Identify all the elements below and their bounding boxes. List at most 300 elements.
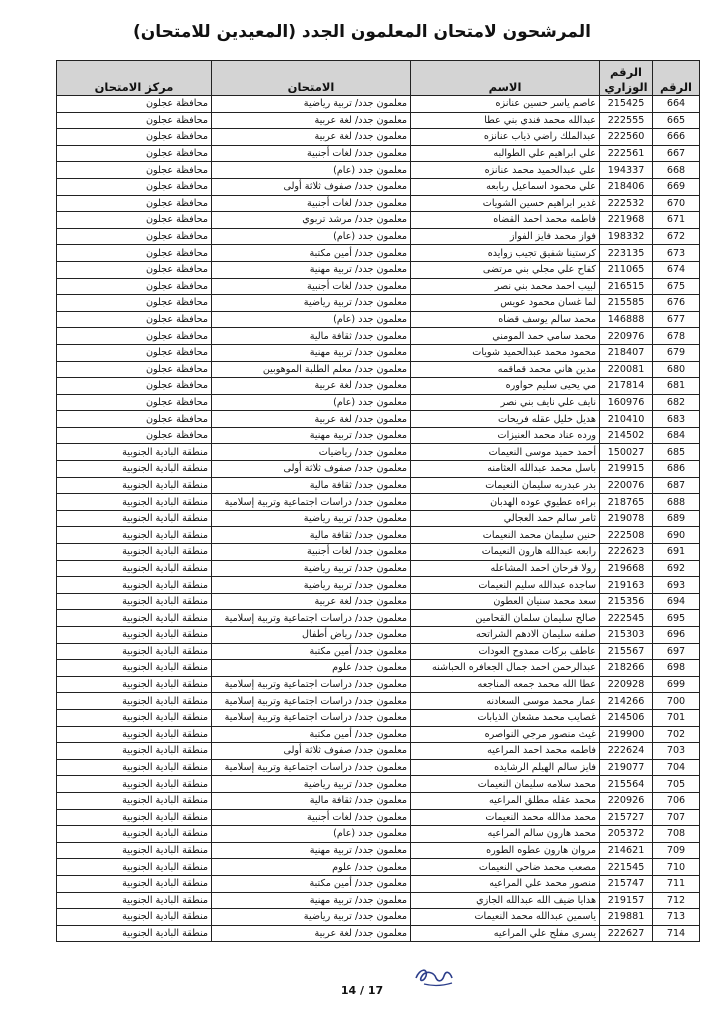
ministry-id-cell: 219163 — [600, 577, 653, 594]
exam-center-cell: منطقة البادية الجنوبية — [57, 527, 212, 544]
exam-center-cell: محافظة عجلون — [57, 245, 212, 262]
name-cell: ثامر سالم حمد العجالي — [411, 510, 600, 527]
ministry-id-cell: 222627 — [600, 925, 653, 942]
exam-cell: معلمون جدد/ دراسات اجتماعية وتربية إسلامية — [212, 693, 411, 710]
exam-center-cell: محافظة عجلون — [57, 228, 212, 245]
row-number-cell: 706 — [653, 792, 700, 809]
name-cell: علي محمود اسماعيل ربابعه — [411, 178, 600, 195]
ministry-id-cell: 222545 — [600, 610, 653, 627]
name-cell: يسرى مفلح علي المراعيه — [411, 925, 600, 942]
exam-center-cell: منطقة البادية الجنوبية — [57, 859, 212, 876]
exam-cell: معلمون جدد/ علوم — [212, 660, 411, 677]
row-number-cell: 698 — [653, 660, 700, 677]
name-cell: عاطف بركات ممدوح العودات — [411, 643, 600, 660]
exam-cell: معلمون جدد/ لغات أجنبية — [212, 195, 411, 212]
exam-cell: معلمون جدد/ رياض أطفال — [212, 627, 411, 644]
row-number-cell: 677 — [653, 311, 700, 328]
name-cell: فاطمه محمد احمد المراعيه — [411, 743, 600, 760]
row-number-cell: 668 — [653, 162, 700, 179]
name-cell: صالح سليمان سلمان القحامين — [411, 610, 600, 627]
name-cell: عبدالله محمد فندي بني عطا — [411, 112, 600, 129]
ministry-id-cell: 160976 — [600, 394, 653, 411]
ministry-id-cell: 221968 — [600, 212, 653, 229]
exam-center-cell: منطقة البادية الجنوبية — [57, 776, 212, 793]
exam-cell: معلمون جدد/ تربية رياضية — [212, 560, 411, 577]
ministry-id-cell: 222561 — [600, 145, 653, 162]
row-number-cell: 694 — [653, 593, 700, 610]
row-number-cell: 707 — [653, 809, 700, 826]
name-cell: كفاح علي مجلي بني مرتضى — [411, 261, 600, 278]
name-cell: غدير ابراهيم حسين الشويات — [411, 195, 600, 212]
header-number: الرقم — [653, 61, 700, 96]
exam-center-cell: منطقة البادية الجنوبية — [57, 709, 212, 726]
exam-cell: معلمون جدد/ دراسات اجتماعية وتربية إسلامية — [212, 610, 411, 627]
exam-center-cell: محافظة عجلون — [57, 344, 212, 361]
table-row — [57, 328, 700, 345]
table-row — [57, 709, 700, 726]
exam-center-cell: منطقة البادية الجنوبية — [57, 792, 212, 809]
ministry-id-cell: 194337 — [600, 162, 653, 179]
row-number-cell: 708 — [653, 826, 700, 843]
table-row — [57, 461, 700, 478]
table-row — [57, 792, 700, 809]
exam-cell: معلمون جدد/ تربية رياضية — [212, 909, 411, 926]
row-number-cell: 695 — [653, 610, 700, 627]
row-number-cell: 674 — [653, 261, 700, 278]
exam-center-cell: محافظة عجلون — [57, 295, 212, 312]
exam-center-cell: محافظة عجلون — [57, 112, 212, 129]
ministry-id-cell: 210410 — [600, 411, 653, 428]
exam-center-cell: منطقة البادية الجنوبية — [57, 759, 212, 776]
exam-cell: معلمون جدد/ لغة عربية — [212, 378, 411, 395]
row-number-cell: 683 — [653, 411, 700, 428]
name-cell: رابعه عبدالله هارون النعيمات — [411, 544, 600, 561]
ministry-id-cell: 219078 — [600, 510, 653, 527]
exam-cell: معلمون جدد/ تربية مهنية — [212, 892, 411, 909]
row-number-cell: 680 — [653, 361, 700, 378]
exam-cell: معلمون جدد/ تربية رياضية — [212, 577, 411, 594]
row-number-cell: 713 — [653, 909, 700, 926]
exam-cell: معلمون جدد/ ثقافة مالية — [212, 527, 411, 544]
name-cell: عاصم ياسر حسين عنانزه — [411, 96, 600, 113]
row-number-cell: 667 — [653, 145, 700, 162]
ministry-id-cell: 222555 — [600, 112, 653, 129]
ministry-id-cell: 220928 — [600, 676, 653, 693]
exam-center-cell: منطقة البادية الجنوبية — [57, 593, 212, 610]
row-number-cell: 691 — [653, 544, 700, 561]
exam-cell: معلمون جدد/ أمين مكتبة — [212, 875, 411, 892]
ministry-id-cell: 214266 — [600, 693, 653, 710]
header-exam-center: مركز الامتحان — [57, 61, 212, 96]
exam-cell: معلمون جدد/ دراسات اجتماعية وتربية إسلامية — [212, 709, 411, 726]
ministry-id-cell: 217814 — [600, 378, 653, 395]
exam-center-cell: محافظة عجلون — [57, 162, 212, 179]
exam-cell: معلمون جدد/ تربية رياضية — [212, 510, 411, 527]
row-number-cell: 669 — [653, 178, 700, 195]
name-cell: حنين سليمان محمد النعيمات — [411, 527, 600, 544]
name-cell: غيث منصور مرجي النواصره — [411, 726, 600, 743]
name-cell: نايف علي نايف بني نصر — [411, 394, 600, 411]
name-cell: أحمد حميد موسى النعيمات — [411, 444, 600, 461]
name-cell: عبدالرحمن احمد جمال الجعافره الحباشنه — [411, 660, 600, 677]
exam-center-cell: محافظة عجلون — [57, 311, 212, 328]
exam-cell: معلمون جدد/ لغة عربية — [212, 593, 411, 610]
exam-center-cell: منطقة البادية الجنوبية — [57, 560, 212, 577]
table-body — [57, 96, 700, 942]
exam-cell: معلمون جدد/ صفوف ثلاثة أولى — [212, 461, 411, 478]
ministry-id-cell: 146888 — [600, 311, 653, 328]
ministry-id-cell: 218266 — [600, 660, 653, 677]
ministry-id-cell: 215567 — [600, 643, 653, 660]
row-number-cell: 672 — [653, 228, 700, 245]
ministry-id-cell: 205372 — [600, 826, 653, 843]
row-number-cell: 685 — [653, 444, 700, 461]
table-row — [57, 411, 700, 428]
table-row — [57, 726, 700, 743]
exam-center-cell: منطقة البادية الجنوبية — [57, 610, 212, 627]
table-row — [57, 278, 700, 295]
exam-center-cell: منطقة البادية الجنوبية — [57, 660, 212, 677]
exam-center-cell: محافظة عجلون — [57, 411, 212, 428]
exam-cell: معلمون جدد/ تربية رياضية — [212, 776, 411, 793]
row-number-cell: 709 — [653, 842, 700, 859]
ministry-id-cell: 214621 — [600, 842, 653, 859]
name-cell: هديل خليل عقله فريحات — [411, 411, 600, 428]
row-number-cell: 686 — [653, 461, 700, 478]
table-row — [57, 378, 700, 395]
row-number-cell: 664 — [653, 96, 700, 113]
exam-center-cell: منطقة البادية الجنوبية — [57, 676, 212, 693]
exam-cell: معلمون جدد/ لغات أجنبية — [212, 278, 411, 295]
ministry-id-cell: 222508 — [600, 527, 653, 544]
table-row — [57, 344, 700, 361]
row-number-cell: 670 — [653, 195, 700, 212]
exam-cell: معلمون جدد/ لغة عربية — [212, 925, 411, 942]
exam-center-cell: منطقة البادية الجنوبية — [57, 809, 212, 826]
table-row — [57, 212, 700, 229]
table-row — [57, 477, 700, 494]
ministry-id-cell: 222560 — [600, 129, 653, 146]
ministry-id-cell: 215303 — [600, 627, 653, 644]
row-number-cell: 671 — [653, 212, 700, 229]
table-row — [57, 195, 700, 212]
ministry-id-cell: 211065 — [600, 261, 653, 278]
exam-center-cell: منطقة البادية الجنوبية — [57, 842, 212, 859]
name-cell: بدر عبدربه سليمان النعيمات — [411, 477, 600, 494]
name-cell: ورده عناد محمد العنيزات — [411, 427, 600, 444]
exam-cell: معلمون جدد/ رياضيات — [212, 444, 411, 461]
row-number-cell: 687 — [653, 477, 700, 494]
exam-cell: معلمون جدد/ تربية مهنية — [212, 261, 411, 278]
name-cell: منصور محمد علي المراعيه — [411, 875, 600, 892]
exam-cell: معلمون جدد (عام) — [212, 162, 411, 179]
ministry-id-cell: 218407 — [600, 344, 653, 361]
exam-cell: معلمون جدد/ ثقافة مالية — [212, 792, 411, 809]
exam-cell: معلمون جدد/ معلم الطلبة الموهوبين — [212, 361, 411, 378]
name-cell: لبيب احمد محمد بني نصر — [411, 278, 600, 295]
exam-center-cell: محافظة عجلون — [57, 378, 212, 395]
row-number-cell: 690 — [653, 527, 700, 544]
row-number-cell: 675 — [653, 278, 700, 295]
name-cell: مروان هارون عطوه الطوره — [411, 842, 600, 859]
exam-cell: معلمون جدد/ صفوف ثلاثة أولى — [212, 743, 411, 760]
exam-center-cell: منطقة البادية الجنوبية — [57, 444, 212, 461]
table-row — [57, 627, 700, 644]
table-row — [57, 394, 700, 411]
name-cell: محمد مدالله محمد النعيمات — [411, 809, 600, 826]
exam-center-cell: محافظة عجلون — [57, 278, 212, 295]
table-row — [57, 112, 700, 129]
row-number-cell: 714 — [653, 925, 700, 942]
table-row — [57, 245, 700, 262]
row-number-cell: 701 — [653, 709, 700, 726]
exam-center-cell: منطقة البادية الجنوبية — [57, 743, 212, 760]
row-number-cell: 682 — [653, 394, 700, 411]
ministry-id-cell: 222623 — [600, 544, 653, 561]
exam-cell: معلمون جدد/ علوم — [212, 859, 411, 876]
row-number-cell: 710 — [653, 859, 700, 876]
exam-center-cell: محافظة عجلون — [57, 394, 212, 411]
exam-center-cell: منطقة البادية الجنوبية — [57, 875, 212, 892]
row-number-cell: 705 — [653, 776, 700, 793]
name-cell: عمار محمد موسى السعادنه — [411, 693, 600, 710]
table-row — [57, 560, 700, 577]
table-row — [57, 875, 700, 892]
table-row — [57, 178, 700, 195]
ministry-id-cell: 220081 — [600, 361, 653, 378]
name-cell: ياسمين عبدالله محمد النعيمات — [411, 909, 600, 926]
exam-center-cell: محافظة عجلون — [57, 178, 212, 195]
exam-cell: معلمون جدد/ أمين مكتبة — [212, 643, 411, 660]
table-header-row — [57, 61, 700, 96]
exam-cell: معلمون جدد (عام) — [212, 228, 411, 245]
candidates-table — [56, 60, 700, 942]
name-cell: كرستينا شفيق تجيب زوايده — [411, 245, 600, 262]
table-row — [57, 743, 700, 760]
exam-center-cell: محافظة عجلون — [57, 328, 212, 345]
table-row — [57, 311, 700, 328]
exam-center-cell: منطقة البادية الجنوبية — [57, 643, 212, 660]
exam-center-cell: منطقة البادية الجنوبية — [57, 909, 212, 926]
exam-cell: معلمون جدد/ ثقافة مالية — [212, 477, 411, 494]
ministry-id-cell: 219668 — [600, 560, 653, 577]
table-row — [57, 593, 700, 610]
name-cell: لما غسان محمود عويس — [411, 295, 600, 312]
header-ministry-id-line2: الوزاري — [604, 80, 648, 94]
table-row — [57, 676, 700, 693]
ministry-id-cell: 215356 — [600, 593, 653, 610]
name-cell: فواز محمد فايز الفواز — [411, 228, 600, 245]
name-cell: فايز سالم الهيلم الرشايده — [411, 759, 600, 776]
table-row — [57, 361, 700, 378]
name-cell: ساجده عبدالله سليم النعيمات — [411, 577, 600, 594]
row-number-cell: 666 — [653, 129, 700, 146]
row-number-cell: 673 — [653, 245, 700, 262]
name-cell: محمد سلامه سليمان النعيمات — [411, 776, 600, 793]
ministry-id-cell: 215727 — [600, 809, 653, 826]
exam-cell: معلمون جدد/ أمين مكتبة — [212, 245, 411, 262]
exam-center-cell: محافظة عجلون — [57, 145, 212, 162]
exam-cell: معلمون جدد (عام) — [212, 311, 411, 328]
row-number-cell: 689 — [653, 510, 700, 527]
exam-center-cell: منطقة البادية الجنوبية — [57, 494, 212, 511]
table-row — [57, 162, 700, 179]
exam-cell: معلمون جدد/ لغة عربية — [212, 411, 411, 428]
exam-cell: معلمون جدد (عام) — [212, 394, 411, 411]
name-cell: هدايا ضيف الله عبدالله الجازي — [411, 892, 600, 909]
exam-center-cell: محافظة عجلون — [57, 129, 212, 146]
ministry-id-cell: 222532 — [600, 195, 653, 212]
table-row — [57, 693, 700, 710]
exam-center-cell: منطقة البادية الجنوبية — [57, 892, 212, 909]
name-cell: محمد سامي حمد المومني — [411, 328, 600, 345]
exam-center-cell: منطقة البادية الجنوبية — [57, 726, 212, 743]
ministry-id-cell: 216515 — [600, 278, 653, 295]
table-row — [57, 776, 700, 793]
name-cell: براءه عطيوي عوده الهدبان — [411, 494, 600, 511]
name-cell: مي يحيى سليم حواوره — [411, 378, 600, 395]
exam-cell: معلمون جدد/ لغات أجنبية — [212, 544, 411, 561]
exam-cell: معلمون جدد/ دراسات اجتماعية وتربية إسلامية — [212, 494, 411, 511]
name-cell: مصعب محمد ضاحي النعيمات — [411, 859, 600, 876]
ministry-id-cell: 214506 — [600, 709, 653, 726]
table-row — [57, 527, 700, 544]
row-number-cell: 703 — [653, 743, 700, 760]
table-row — [57, 660, 700, 677]
row-number-cell: 696 — [653, 627, 700, 644]
name-cell: رولا فرحان احمد المشاعله — [411, 560, 600, 577]
table-row — [57, 510, 700, 527]
table-row — [57, 96, 700, 113]
ministry-id-cell: 198332 — [600, 228, 653, 245]
ministry-id-cell: 219900 — [600, 726, 653, 743]
name-cell: عطا الله محمد جمعه المناجعه — [411, 676, 600, 693]
ministry-id-cell: 218765 — [600, 494, 653, 511]
ministry-id-cell: 215564 — [600, 776, 653, 793]
name-cell: علي عبدالحميد محمد عنانزه — [411, 162, 600, 179]
name-cell: علي ابراهيم علي الطوالبه — [411, 145, 600, 162]
name-cell: باسل محمد عبدالله العثامنه — [411, 461, 600, 478]
ministry-id-cell: 220976 — [600, 328, 653, 345]
table-row — [57, 544, 700, 561]
name-cell: محمد سالم يوسف قضاه — [411, 311, 600, 328]
name-cell: صلفه سليمان الادهم الشراتحه — [411, 627, 600, 644]
exam-center-cell: محافظة عجلون — [57, 261, 212, 278]
exam-cell: معلمون جدد (عام) — [212, 826, 411, 843]
exam-cell: معلمون جدد/ ثقافة مالية — [212, 328, 411, 345]
exam-center-cell: منطقة البادية الجنوبية — [57, 544, 212, 561]
page-number: 14 / 17 — [340, 984, 384, 997]
row-number-cell: 676 — [653, 295, 700, 312]
name-cell: سعد محمد سنيان العطون — [411, 593, 600, 610]
name-cell: عبدالملك راضي ذياب عنانزه — [411, 129, 600, 146]
row-number-cell: 688 — [653, 494, 700, 511]
exam-center-cell: محافظة عجلون — [57, 96, 212, 113]
ministry-id-cell: 220926 — [600, 792, 653, 809]
row-number-cell: 711 — [653, 875, 700, 892]
ministry-id-cell: 215585 — [600, 295, 653, 312]
ministry-id-cell: 150027 — [600, 444, 653, 461]
exam-center-cell: محافظة عجلون — [57, 195, 212, 212]
exam-cell: معلمون جدد/ أمين مكتبة — [212, 726, 411, 743]
table-row — [57, 842, 700, 859]
exam-cell: معلمون جدد/ تربية مهنية — [212, 344, 411, 361]
row-number-cell: 699 — [653, 676, 700, 693]
name-cell: محمود محمد عبدالحميد شويات — [411, 344, 600, 361]
ministry-id-cell: 222624 — [600, 743, 653, 760]
row-number-cell: 678 — [653, 328, 700, 345]
exam-center-cell: منطقة البادية الجنوبية — [57, 826, 212, 843]
ministry-id-cell: 220076 — [600, 477, 653, 494]
name-cell: غصايب محمد مشعان الذيابات — [411, 709, 600, 726]
table-row — [57, 427, 700, 444]
table-row — [57, 577, 700, 594]
name-cell: مدين هاني محمد قماقمه — [411, 361, 600, 378]
ministry-id-cell: 215747 — [600, 875, 653, 892]
name-cell: محمد عقله مطلق المراعيه — [411, 792, 600, 809]
ministry-id-cell: 223135 — [600, 245, 653, 262]
row-number-cell: 684 — [653, 427, 700, 444]
exam-cell: معلمون جدد/ لغة عربية — [212, 129, 411, 146]
ministry-id-cell: 219077 — [600, 759, 653, 776]
exam-cell: معلمون جدد/ لغات أجنبية — [212, 809, 411, 826]
exam-cell: معلمون جدد/ تربية مهنية — [212, 842, 411, 859]
exam-cell: معلمون جدد/ لغات أجنبية — [212, 145, 411, 162]
table-row — [57, 295, 700, 312]
table-row — [57, 228, 700, 245]
exam-center-cell: منطقة البادية الجنوبية — [57, 577, 212, 594]
exam-cell: معلمون جدد/ تربية رياضية — [212, 96, 411, 113]
exam-center-cell: محافظة عجلون — [57, 361, 212, 378]
row-number-cell: 697 — [653, 643, 700, 660]
exam-center-cell: منطقة البادية الجنوبية — [57, 477, 212, 494]
table-row — [57, 444, 700, 461]
exam-cell: معلمون جدد/ تربية رياضية — [212, 295, 411, 312]
row-number-cell: 665 — [653, 112, 700, 129]
row-number-cell: 692 — [653, 560, 700, 577]
exam-center-cell: محافظة عجلون — [57, 427, 212, 444]
ministry-id-cell: 218406 — [600, 178, 653, 195]
exam-cell: معلمون جدد/ لغة عربية — [212, 112, 411, 129]
table-row — [57, 809, 700, 826]
exam-cell: معلمون جدد/ صفوف ثلاثة أولى — [212, 178, 411, 195]
row-number-cell: 681 — [653, 378, 700, 395]
table-row — [57, 145, 700, 162]
header-ministry-id — [600, 61, 653, 96]
ministry-id-cell: 219881 — [600, 909, 653, 926]
exam-center-cell: منطقة البادية الجنوبية — [57, 627, 212, 644]
exam-cell: معلمون جدد/ دراسات اجتماعية وتربية إسلامية — [212, 676, 411, 693]
exam-center-cell: منطقة البادية الجنوبية — [57, 925, 212, 942]
table-row — [57, 129, 700, 146]
table-row — [57, 610, 700, 627]
header-name: الاسم — [411, 61, 600, 96]
row-number-cell: 679 — [653, 344, 700, 361]
exam-center-cell: منطقة البادية الجنوبية — [57, 461, 212, 478]
table-row — [57, 826, 700, 843]
table-row — [57, 892, 700, 909]
ministry-id-cell: 214502 — [600, 427, 653, 444]
row-number-cell: 712 — [653, 892, 700, 909]
name-cell: محمد هارون سالم المراعيه — [411, 826, 600, 843]
exam-center-cell: منطقة البادية الجنوبية — [57, 510, 212, 527]
ministry-id-cell: 219915 — [600, 461, 653, 478]
table-row — [57, 859, 700, 876]
header-ministry-id-line1: الرقم — [610, 65, 642, 79]
table-row — [57, 925, 700, 942]
page-title: المرشحون لامتحان المعلمون الجدد (المعيدين للامتحان) — [133, 22, 591, 42]
row-number-cell: 693 — [653, 577, 700, 594]
